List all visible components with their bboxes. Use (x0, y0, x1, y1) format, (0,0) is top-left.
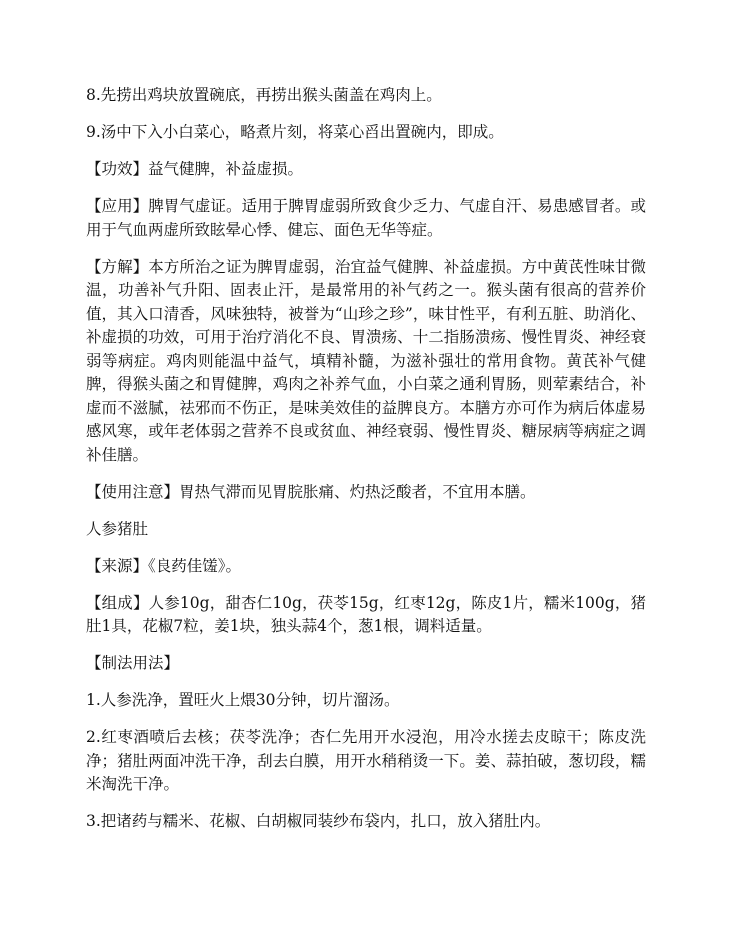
efficacy-paragraph: 【功效】益气健脾，补益虚损。 (86, 160, 304, 178)
method-step-3: 3.把诸药与糯米、花椒、白胡椒同装纱布袋内，扎口，放入猪肚内。 (86, 812, 551, 830)
application-paragraph: 【应用】脾胃气虚证。适用于脾胃虚弱所致食少乏力、气虚自汗、易患感冒者。或用于气血两虚所致眩晕心悸、健忘、面色无华等症。 (86, 197, 646, 239)
document-body (86, 84, 646, 847)
method-step-1: 1.人参洗净，置旺火上煨30分钟，切片溜汤。 (86, 691, 400, 709)
recipe-title: 人参猪肚 (86, 519, 149, 538)
precautions-paragraph: 【使用注意】胃热气滞而见胃脘胀痛、灼热泛酸者，不宜用本膳。 (86, 482, 536, 501)
step-8-paragraph: 8.先捞出鸡块放置碗底，再捞出猴头菌盖在鸡肉上。 (86, 86, 442, 104)
method-heading: 【制法用法】 (86, 654, 180, 672)
source-paragraph: 【来源】《良药佳馐》。 (86, 556, 242, 575)
formula-analysis-paragraph: 【方解】本方所治之证为脾胃虚弱，治宜益气健脾、补益虚损。方中黄芪性味甘微温，功善补气升阳、固表止汗，是最常用的补气药之一。猴头菌有很高的营养价值，其入口清香，风味独特，被誉为“山珍之珍”，味甘性平，有利五脏、助消化、补虚损的功效，可用于治疗消化不良、胃溃疡、十二指肠溃疡、慢性胃炎、神经衰弱等病症。鸡肉则能温中益气，填精补髓，为滋补强壮的常用食物。黄芪补气健脾，得猴头菌之和胃健脾，鸡肉之补养气血，小白菜之通利胃肠，则荤素结合，补虚而不滋腻，祛邪而不伤正，是味美效佳的益脾良方。本膳方亦可作为病后体虚易感风寒，或年老体弱之营养不良或贫血、神经衰弱、慢性胃炎、糖尿病等病症之调补佳膳。 (86, 257, 646, 464)
ingredients-paragraph: 【组成】人参10g，甜杏仁10g，茯苓15g，红枣12g，陈皮1片，糯米100g，猪肚1具，花椒7粒，姜1块，独头蒜4个，葱1根，调料适量。 (86, 593, 646, 635)
method-step-2: 2.红枣酒喷后去核；茯苓洗净；杏仁先用开水浸泡，用冷水搓去皮晾干；陈皮洗净；猪肚两面冲洗干净，刮去白膜，用开水稍稍烫一下。姜、蒜拍破，葱切段，糯米淘洗干净。 (86, 728, 646, 793)
step-9-paragraph: 9.汤中下入小白菜心，略煮片刻，将菜心舀出置碗内，即成。 (86, 123, 504, 141)
